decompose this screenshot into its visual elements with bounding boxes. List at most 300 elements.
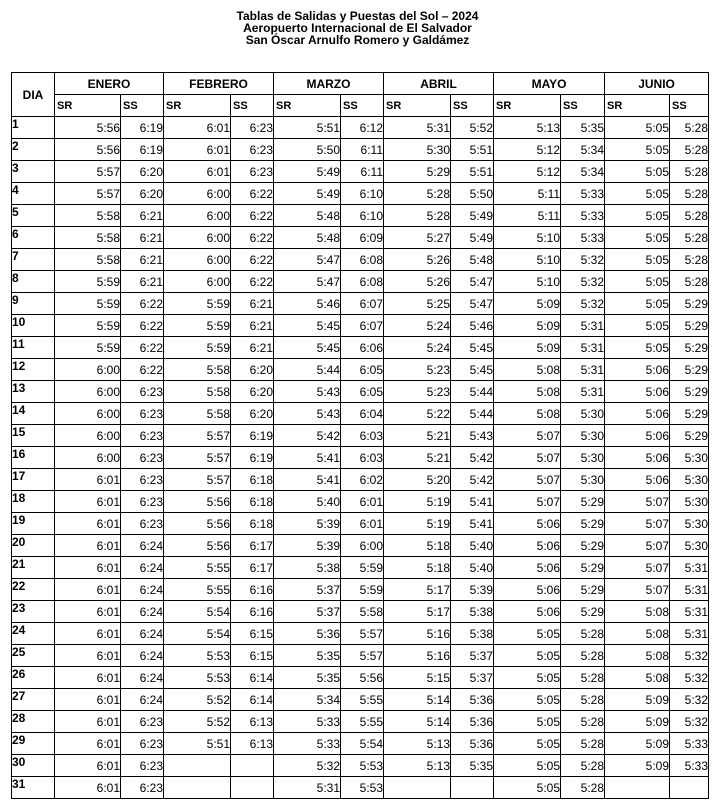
sunset-time: 5:32 bbox=[670, 667, 709, 689]
sunset-time: 5:28 bbox=[670, 205, 709, 227]
day-number: 25 bbox=[12, 645, 55, 667]
sunrise-time: 5:09 bbox=[605, 755, 670, 777]
sunrise-time: 6:01 bbox=[55, 513, 121, 535]
table-row bbox=[12, 205, 709, 227]
sunset-time: 6:13 bbox=[231, 711, 274, 733]
sunrise-time: 5:56 bbox=[164, 535, 231, 557]
day-number: 27 bbox=[12, 689, 55, 711]
sr-header: SR bbox=[384, 95, 451, 117]
sunset-time: 6:03 bbox=[341, 447, 384, 469]
sunrise-time: 5:28 bbox=[384, 205, 451, 227]
sunrise-time: 5:05 bbox=[605, 315, 670, 337]
sunset-time: 5:30 bbox=[561, 447, 605, 469]
month-header-row bbox=[12, 73, 709, 95]
sunset-time: 5:36 bbox=[451, 733, 494, 755]
ss-header: SS bbox=[341, 95, 384, 117]
sunrise-time: 5:51 bbox=[164, 733, 231, 755]
sunset-time: 6:16 bbox=[231, 579, 274, 601]
sunset-time: 5:35 bbox=[561, 117, 605, 139]
sunrise-time: 5:10 bbox=[494, 271, 561, 293]
sunset-time: 5:47 bbox=[451, 271, 494, 293]
day-number: 23 bbox=[12, 601, 55, 623]
sunset-time: 5:30 bbox=[670, 447, 709, 469]
sunrise-time: 5:08 bbox=[605, 645, 670, 667]
sunset-time: 5:31 bbox=[561, 337, 605, 359]
sunrise-time: 5:11 bbox=[494, 205, 561, 227]
dia-header: DIA bbox=[12, 73, 55, 117]
day-number: 8 bbox=[12, 271, 55, 293]
sunrise-time: 5:05 bbox=[605, 227, 670, 249]
sunrise-time: 5:05 bbox=[605, 139, 670, 161]
month-header: FEBRERO bbox=[164, 73, 274, 95]
sunrise-time: 5:26 bbox=[384, 271, 451, 293]
table-row bbox=[12, 601, 709, 623]
sunrise-time: 5:59 bbox=[55, 271, 121, 293]
table-row bbox=[12, 139, 709, 161]
sunset-time: 6:06 bbox=[341, 337, 384, 359]
month-header: MARZO bbox=[274, 73, 384, 95]
sunset-time: 5:35 bbox=[451, 755, 494, 777]
table-row bbox=[12, 755, 709, 777]
sunrise-time: 5:29 bbox=[384, 161, 451, 183]
sunset-time: 5:46 bbox=[451, 315, 494, 337]
sunset-time: 5:29 bbox=[561, 557, 605, 579]
sunset-time: 6:17 bbox=[231, 557, 274, 579]
sunset-time: 5:43 bbox=[451, 425, 494, 447]
sunrise-time: 5:23 bbox=[384, 359, 451, 381]
sunrise-time: 5:20 bbox=[384, 469, 451, 491]
sunset-time: 6:14 bbox=[231, 667, 274, 689]
day-number: 4 bbox=[12, 183, 55, 205]
sunrise-time: 5:07 bbox=[605, 491, 670, 513]
sunset-time: 5:38 bbox=[451, 623, 494, 645]
sunrise-time: 6:00 bbox=[55, 425, 121, 447]
sunrise-time: 5:35 bbox=[274, 645, 341, 667]
sunset-time: 6:11 bbox=[341, 139, 384, 161]
sunset-time: 6:24 bbox=[121, 689, 164, 711]
sunrise-time: 5:05 bbox=[605, 205, 670, 227]
sunset-time: 5:29 bbox=[561, 579, 605, 601]
table-row bbox=[12, 645, 709, 667]
sunset-time: 5:57 bbox=[341, 645, 384, 667]
table-row bbox=[12, 777, 709, 799]
ss-header: SS bbox=[121, 95, 164, 117]
sunrise-time: 5:07 bbox=[494, 447, 561, 469]
table-row bbox=[12, 161, 709, 183]
sunrise-time: 5:09 bbox=[494, 315, 561, 337]
sunset-time: 5:28 bbox=[561, 733, 605, 755]
sunset-time: 5:28 bbox=[670, 271, 709, 293]
sunrise-time: 6:01 bbox=[164, 161, 231, 183]
table-row bbox=[12, 557, 709, 579]
sunrise-time: 5:31 bbox=[384, 117, 451, 139]
table-row bbox=[12, 271, 709, 293]
sunset-time: 6:21 bbox=[121, 227, 164, 249]
sunrise-time bbox=[384, 777, 451, 799]
sunset-time: 6:23 bbox=[121, 491, 164, 513]
sunset-time: 5:42 bbox=[451, 447, 494, 469]
sunrise-time: 5:59 bbox=[55, 315, 121, 337]
sunrise-time: 5:09 bbox=[605, 711, 670, 733]
sunrise-time: 5:56 bbox=[55, 117, 121, 139]
subheader-row bbox=[12, 95, 709, 117]
sunset-time: 5:39 bbox=[451, 579, 494, 601]
sunset-time: 6:24 bbox=[121, 579, 164, 601]
day-number: 5 bbox=[12, 205, 55, 227]
sunrise-time: 5:14 bbox=[384, 689, 451, 711]
sunset-time: 6:22 bbox=[231, 271, 274, 293]
sunrise-time: 5:43 bbox=[274, 381, 341, 403]
sunset-time: 5:47 bbox=[451, 293, 494, 315]
sunset-time: 6:20 bbox=[121, 161, 164, 183]
sunset-time: 5:29 bbox=[670, 381, 709, 403]
sunrise-time: 5:54 bbox=[164, 601, 231, 623]
sunset-time: 5:45 bbox=[451, 359, 494, 381]
table-row bbox=[12, 183, 709, 205]
sunrise-time: 6:01 bbox=[55, 755, 121, 777]
sunset-time: 5:49 bbox=[451, 227, 494, 249]
sunset-time: 5:41 bbox=[451, 513, 494, 535]
sunrise-time: 6:01 bbox=[55, 557, 121, 579]
sunset-time: 6:23 bbox=[231, 161, 274, 183]
sunrise-time: 5:26 bbox=[384, 249, 451, 271]
sunrise-time: 6:01 bbox=[55, 645, 121, 667]
sunset-time: 6:22 bbox=[121, 337, 164, 359]
sunrise-time: 5:31 bbox=[274, 777, 341, 799]
sunrise-time: 5:46 bbox=[274, 293, 341, 315]
day-number: 19 bbox=[12, 513, 55, 535]
sunrise-time: 5:59 bbox=[164, 293, 231, 315]
sunrise-time: 5:17 bbox=[384, 601, 451, 623]
sunset-time bbox=[231, 777, 274, 799]
sunrise-time: 6:00 bbox=[164, 249, 231, 271]
sunset-time: 6:22 bbox=[231, 227, 274, 249]
sunset-time: 6:24 bbox=[121, 623, 164, 645]
sunset-time: 5:33 bbox=[561, 205, 605, 227]
sunrise-time: 5:43 bbox=[274, 403, 341, 425]
sunset-time: 6:21 bbox=[121, 205, 164, 227]
sunrise-time: 5:48 bbox=[274, 227, 341, 249]
sunrise-time: 5:27 bbox=[384, 227, 451, 249]
sunset-time: 5:40 bbox=[451, 557, 494, 579]
sunrise-time: 6:01 bbox=[55, 535, 121, 557]
table-row bbox=[12, 293, 709, 315]
sunset-time: 5:56 bbox=[341, 667, 384, 689]
sunset-time: 5:52 bbox=[451, 117, 494, 139]
day-number: 18 bbox=[12, 491, 55, 513]
sunrise-time: 5:37 bbox=[274, 579, 341, 601]
table-row bbox=[12, 733, 709, 755]
sunset-time: 5:32 bbox=[561, 271, 605, 293]
sunset-time: 5:34 bbox=[561, 161, 605, 183]
day-number: 11 bbox=[12, 337, 55, 359]
sunrise-time: 5:21 bbox=[384, 425, 451, 447]
sunrise-time: 5:06 bbox=[605, 447, 670, 469]
sunrise-time: 5:34 bbox=[274, 689, 341, 711]
sunrise-time: 5:47 bbox=[274, 271, 341, 293]
sunrise-time: 5:10 bbox=[494, 249, 561, 271]
sunrise-time: 5:39 bbox=[274, 535, 341, 557]
sunrise-time: 5:05 bbox=[605, 271, 670, 293]
sunset-time: 5:28 bbox=[561, 689, 605, 711]
sunset-time: 5:49 bbox=[451, 205, 494, 227]
sunrise-time: 6:00 bbox=[55, 359, 121, 381]
sunrise-time: 5:58 bbox=[55, 249, 121, 271]
sunset-time: 5:37 bbox=[451, 667, 494, 689]
sunset-time: 6:22 bbox=[231, 205, 274, 227]
sunset-time: 6:19 bbox=[231, 425, 274, 447]
sr-header: SR bbox=[274, 95, 341, 117]
sunrise-time: 5:54 bbox=[164, 623, 231, 645]
sunset-time: 5:51 bbox=[451, 161, 494, 183]
sunset-time: 6:20 bbox=[231, 381, 274, 403]
sunrise-time: 5:05 bbox=[605, 183, 670, 205]
sunrise-time: 5:11 bbox=[494, 183, 561, 205]
sunrise-time: 5:06 bbox=[494, 557, 561, 579]
sunrise-time: 5:59 bbox=[164, 315, 231, 337]
sunrise-time: 5:45 bbox=[274, 315, 341, 337]
table-row bbox=[12, 623, 709, 645]
table-body bbox=[12, 117, 709, 799]
sunrise-time: 6:00 bbox=[55, 447, 121, 469]
sunset-time: 5:28 bbox=[561, 645, 605, 667]
sunset-time: 6:23 bbox=[121, 425, 164, 447]
sunrise-time: 5:57 bbox=[55, 183, 121, 205]
sunset-time: 5:31 bbox=[561, 359, 605, 381]
sunset-time: 5:29 bbox=[561, 491, 605, 513]
sunset-time: 5:32 bbox=[670, 711, 709, 733]
sunrise-time: 5:06 bbox=[494, 579, 561, 601]
month-header: ENERO bbox=[55, 73, 164, 95]
sunrise-time: 6:01 bbox=[55, 711, 121, 733]
sunrise-time: 5:06 bbox=[605, 403, 670, 425]
day-number: 6 bbox=[12, 227, 55, 249]
day-number: 10 bbox=[12, 315, 55, 337]
sunset-time: 6:13 bbox=[231, 733, 274, 755]
sunset-time: 6:08 bbox=[341, 249, 384, 271]
sunset-time: 5:28 bbox=[561, 667, 605, 689]
sunset-time: 6:24 bbox=[121, 557, 164, 579]
table-row bbox=[12, 491, 709, 513]
sunset-time: 5:29 bbox=[561, 513, 605, 535]
sunrise-time: 6:01 bbox=[55, 469, 121, 491]
sunset-time: 5:30 bbox=[670, 535, 709, 557]
sunset-time: 5:31 bbox=[670, 579, 709, 601]
sr-header: SR bbox=[605, 95, 670, 117]
sunset-time: 6:22 bbox=[231, 249, 274, 271]
ss-header: SS bbox=[231, 95, 274, 117]
sunset-time: 6:04 bbox=[341, 403, 384, 425]
sunrise-time: 5:09 bbox=[605, 733, 670, 755]
sunset-time: 6:23 bbox=[121, 513, 164, 535]
sunset-time: 6:03 bbox=[341, 425, 384, 447]
sunrise-time: 5:15 bbox=[384, 667, 451, 689]
sunset-time: 5:33 bbox=[561, 227, 605, 249]
sunset-time: 5:36 bbox=[451, 711, 494, 733]
sunset-time: 5:29 bbox=[670, 293, 709, 315]
sunrise-time: 5:07 bbox=[494, 491, 561, 513]
sunset-time: 6:23 bbox=[121, 755, 164, 777]
sunset-time: 5:54 bbox=[341, 733, 384, 755]
table-row bbox=[12, 425, 709, 447]
table-row bbox=[12, 513, 709, 535]
sunrise-time: 5:18 bbox=[384, 535, 451, 557]
sunset-time: 6:20 bbox=[231, 403, 274, 425]
sr-header: SR bbox=[55, 95, 121, 117]
sunset-time: 6:19 bbox=[121, 139, 164, 161]
sunset-time: 5:28 bbox=[561, 711, 605, 733]
title-line-3: San Óscar Arnulfo Romero y Galdámez bbox=[245, 33, 470, 47]
sunrise-time: 6:01 bbox=[55, 491, 121, 513]
sunset-time: 5:30 bbox=[670, 513, 709, 535]
sunrise-time: 5:08 bbox=[605, 601, 670, 623]
sunrise-time: 6:01 bbox=[55, 601, 121, 623]
sunrise-time: 5:58 bbox=[164, 359, 231, 381]
sunrise-time: 5:14 bbox=[384, 711, 451, 733]
sunrise-time: 6:00 bbox=[55, 381, 121, 403]
table-row bbox=[12, 535, 709, 557]
sunset-time: 5:53 bbox=[341, 755, 384, 777]
sunset-time: 5:41 bbox=[451, 491, 494, 513]
sunrise-time: 5:59 bbox=[164, 337, 231, 359]
sunrise-time: 6:01 bbox=[55, 777, 121, 799]
sunrise-time: 5:59 bbox=[55, 337, 121, 359]
table-row bbox=[12, 579, 709, 601]
sunset-time: 6:08 bbox=[341, 271, 384, 293]
sunrise-time: 5:25 bbox=[384, 293, 451, 315]
sunrise-time: 5:08 bbox=[494, 403, 561, 425]
sunset-time: 5:33 bbox=[561, 183, 605, 205]
day-number: 2 bbox=[12, 139, 55, 161]
sunset-time: 5:31 bbox=[670, 623, 709, 645]
sunset-time: 6:15 bbox=[231, 645, 274, 667]
sunrise-time: 5:38 bbox=[274, 557, 341, 579]
sunset-time: 6:12 bbox=[341, 117, 384, 139]
sunset-time: 6:23 bbox=[121, 733, 164, 755]
sunrise-time: 5:06 bbox=[605, 381, 670, 403]
sunset-time bbox=[670, 777, 709, 799]
sunset-time: 5:28 bbox=[670, 227, 709, 249]
sunset-time: 6:18 bbox=[231, 491, 274, 513]
sunset-time: 6:01 bbox=[341, 491, 384, 513]
sunrise-time: 5:09 bbox=[494, 337, 561, 359]
sunrise-time: 5:06 bbox=[605, 359, 670, 381]
sunset-time: 6:16 bbox=[231, 601, 274, 623]
sunrise-time: 5:52 bbox=[164, 711, 231, 733]
sunrise-time bbox=[164, 777, 231, 799]
day-number: 24 bbox=[12, 623, 55, 645]
sunrise-time: 5:57 bbox=[164, 447, 231, 469]
sunrise-time: 5:16 bbox=[384, 645, 451, 667]
sunset-time: 5:44 bbox=[451, 403, 494, 425]
sunrise-time: 5:59 bbox=[55, 293, 121, 315]
sunrise-time: 5:07 bbox=[494, 425, 561, 447]
sunrise-time: 5:30 bbox=[384, 139, 451, 161]
sunrise-time: 5:24 bbox=[384, 337, 451, 359]
sunrise-time: 5:57 bbox=[164, 425, 231, 447]
sunset-time: 6:23 bbox=[121, 777, 164, 799]
sunset-time: 5:55 bbox=[341, 711, 384, 733]
sunrise-time: 5:05 bbox=[605, 117, 670, 139]
table-row bbox=[12, 689, 709, 711]
sunset-time: 6:23 bbox=[121, 381, 164, 403]
sunset-time: 5:59 bbox=[341, 557, 384, 579]
sunrise-time: 5:47 bbox=[274, 249, 341, 271]
sunset-time: 5:40 bbox=[451, 535, 494, 557]
sunrise-time: 5:08 bbox=[494, 359, 561, 381]
sunset-time: 5:30 bbox=[561, 425, 605, 447]
sunrise-time: 5:18 bbox=[384, 557, 451, 579]
sunset-time: 6:24 bbox=[121, 601, 164, 623]
table-row bbox=[12, 469, 709, 491]
sunrise-time: 5:19 bbox=[384, 513, 451, 535]
table-row bbox=[12, 315, 709, 337]
sunset-time: 5:38 bbox=[451, 601, 494, 623]
sunset-time: 6:22 bbox=[121, 315, 164, 337]
month-header: JUNIO bbox=[605, 73, 709, 95]
sunrise-time: 5:56 bbox=[55, 139, 121, 161]
table-row bbox=[12, 711, 709, 733]
sunset-time: 6:09 bbox=[341, 227, 384, 249]
sunrise-time: 5:05 bbox=[494, 623, 561, 645]
sunrise-time: 5:45 bbox=[274, 337, 341, 359]
sunset-time: 6:05 bbox=[341, 381, 384, 403]
sunrise-time: 5:13 bbox=[384, 733, 451, 755]
sunset-time: 5:29 bbox=[670, 359, 709, 381]
sr-header: SR bbox=[494, 95, 561, 117]
sunrise-time: 5:36 bbox=[274, 623, 341, 645]
day-number: 16 bbox=[12, 447, 55, 469]
day-number: 12 bbox=[12, 359, 55, 381]
sunset-time: 5:58 bbox=[341, 601, 384, 623]
sunrise-time: 6:01 bbox=[55, 667, 121, 689]
title-line-1: Tablas de Salidas y Puestas del Sol – 2024 bbox=[236, 9, 479, 23]
sunset-time: 6:18 bbox=[231, 513, 274, 535]
sunrise-time: 5:07 bbox=[494, 469, 561, 491]
sunset-time: 5:29 bbox=[670, 425, 709, 447]
sunrise-time: 5:50 bbox=[274, 139, 341, 161]
sunrise-time: 5:48 bbox=[274, 205, 341, 227]
table-row bbox=[12, 117, 709, 139]
sunrise-time: 5:37 bbox=[274, 601, 341, 623]
day-number: 31 bbox=[12, 777, 55, 799]
sunset-time: 5:33 bbox=[670, 733, 709, 755]
sunrise-time: 5:49 bbox=[274, 161, 341, 183]
day-number: 22 bbox=[12, 579, 55, 601]
sunset-time: 5:28 bbox=[670, 249, 709, 271]
sunrise-time: 6:01 bbox=[55, 579, 121, 601]
document-header bbox=[0, 0, 715, 46]
sunrise-time: 5:05 bbox=[494, 667, 561, 689]
sunset-time: 5:28 bbox=[670, 117, 709, 139]
sunrise-time: 5:05 bbox=[605, 161, 670, 183]
sunset-time: 6:23 bbox=[121, 403, 164, 425]
sunrise-time: 5:55 bbox=[164, 579, 231, 601]
sunset-time: 5:59 bbox=[341, 579, 384, 601]
table-row bbox=[12, 447, 709, 469]
sunset-time: 5:30 bbox=[670, 491, 709, 513]
sunrise-time: 5:56 bbox=[164, 491, 231, 513]
sunrise-time: 5:13 bbox=[494, 117, 561, 139]
day-number: 30 bbox=[12, 755, 55, 777]
table-row bbox=[12, 667, 709, 689]
ss-header: SS bbox=[670, 95, 709, 117]
day-number: 14 bbox=[12, 403, 55, 425]
sunset-time: 5:37 bbox=[451, 645, 494, 667]
day-number: 3 bbox=[12, 161, 55, 183]
sunset-time: 6:01 bbox=[341, 513, 384, 535]
sunset-time: 6:23 bbox=[121, 447, 164, 469]
